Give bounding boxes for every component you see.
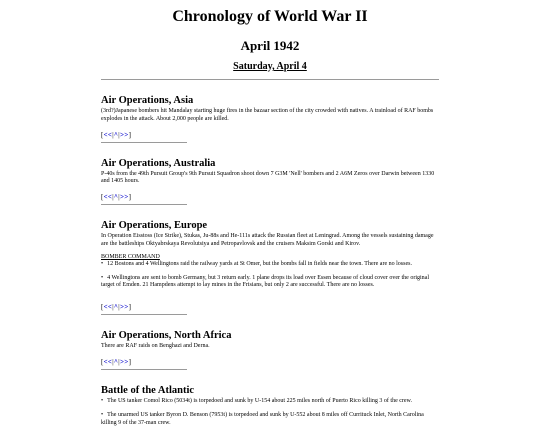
section-title: Battle of the Atlantic — [101, 384, 195, 396]
section-divider — [101, 204, 187, 205]
item-list — [101, 261, 439, 290]
section-title: Air Operations, Europe — [101, 220, 208, 232]
prev-link[interactable]: << — [103, 357, 113, 366]
list-item: • The US tanker Comol Rico (5034t) is torpedoed and sunk by U-154 about 225 miles north of Puerto Rico killing 3 of the crew. — [101, 398, 439, 406]
section-divider — [101, 314, 187, 315]
item-list — [101, 398, 439, 427]
section-air-operations-asia — [101, 95, 439, 143]
section-divider — [101, 142, 187, 143]
divider — [101, 79, 439, 80]
next-link[interactable]: >> — [120, 303, 129, 312]
section-battle-of-the-atlantic — [101, 385, 439, 427]
section-text: (3rd?)Japanese bombers hit Mandalay starting huge fires in the bazaar section of the city crowded with natives. A trainload of RAF bombs explodes in the attack. About 2,000 people are killed. — [101, 108, 434, 122]
up-link[interactable]: ^ — [113, 130, 119, 139]
section-subheading: BOMBER COMMAND — [101, 253, 160, 260]
section-text: P-40s from the 49th Pursuit Group's 9th Pursuit Squadron shoot down 7 G3M 'Nell' bombers and 2 A6M Zeros over Darwin between 1330 and 1405 hours. — [101, 170, 435, 185]
section-air-operations-north-africa — [101, 330, 439, 370]
prev-link[interactable]: << — [103, 193, 113, 202]
date-heading: Saturday, April 4 — [233, 61, 307, 72]
section-text: There are RAF raids on Benghazi and Derna. — [101, 343, 210, 350]
up-link[interactable]: ^ — [113, 357, 119, 366]
prev-link[interactable]: << — [103, 303, 113, 312]
next-link[interactable]: >> — [120, 193, 129, 202]
section-divider — [101, 369, 187, 370]
nav-links: [<<|^|>>] — [101, 357, 132, 366]
nav-links: [<<|^|>>] — [101, 130, 132, 139]
section-title: Air Operations, Asia — [101, 95, 194, 106]
section-title: Air Operations, North Africa — [101, 330, 232, 342]
section-air-operations-europe — [101, 220, 439, 315]
nav-links: [<<|^|>>] — [101, 303, 132, 312]
next-link[interactable]: >> — [120, 357, 129, 366]
prev-link[interactable]: << — [103, 130, 113, 139]
list-item: • The unarmed US tanker Byron D. Benson (7953t) is torpedoed and sunk by U-552 about 8 miles off Currituck Inlet, North Carolina killing 9 of the 37-man crew. — [101, 412, 439, 427]
section-title: Air Operations, Australia — [101, 157, 216, 169]
section-text: In Operation Eisstoss (Ice Strike), Stukas, Ju-88s and He-111s attack the Russian fleet at Leningrad. Among the vessels sustaining damage are the battleships Oktyabrskaya Revolutsiya and Petropavlovsk and the cruisers Maksim Gorski and Kirov. — [101, 233, 434, 247]
list-item: • 4 Wellingtons are sent to bomb Germany, but 3 return early. 1 plane drops its load over Essen because of cloud cover over the original target of Emden. 21 Hampdens attempt to lay mines in the Frisians, but only 2 are successful. There are no losses. — [101, 275, 439, 291]
next-link[interactable]: >> — [120, 130, 129, 139]
up-link[interactable]: ^ — [113, 303, 119, 312]
list-item: • 12 Bostons and 4 Wellingtons raid the railway yards at St Omer, but the bombs fall in fields near the town. There are no losses. — [101, 261, 439, 269]
section-air-operations-australia — [101, 158, 439, 206]
up-link[interactable]: ^ — [113, 193, 119, 202]
month-heading: April 1942 — [240, 38, 300, 53]
nav-links: [<<|^|>>] — [101, 193, 132, 202]
page-title: Chronology of World War II — [172, 8, 368, 25]
page-content — [101, 0, 439, 427]
